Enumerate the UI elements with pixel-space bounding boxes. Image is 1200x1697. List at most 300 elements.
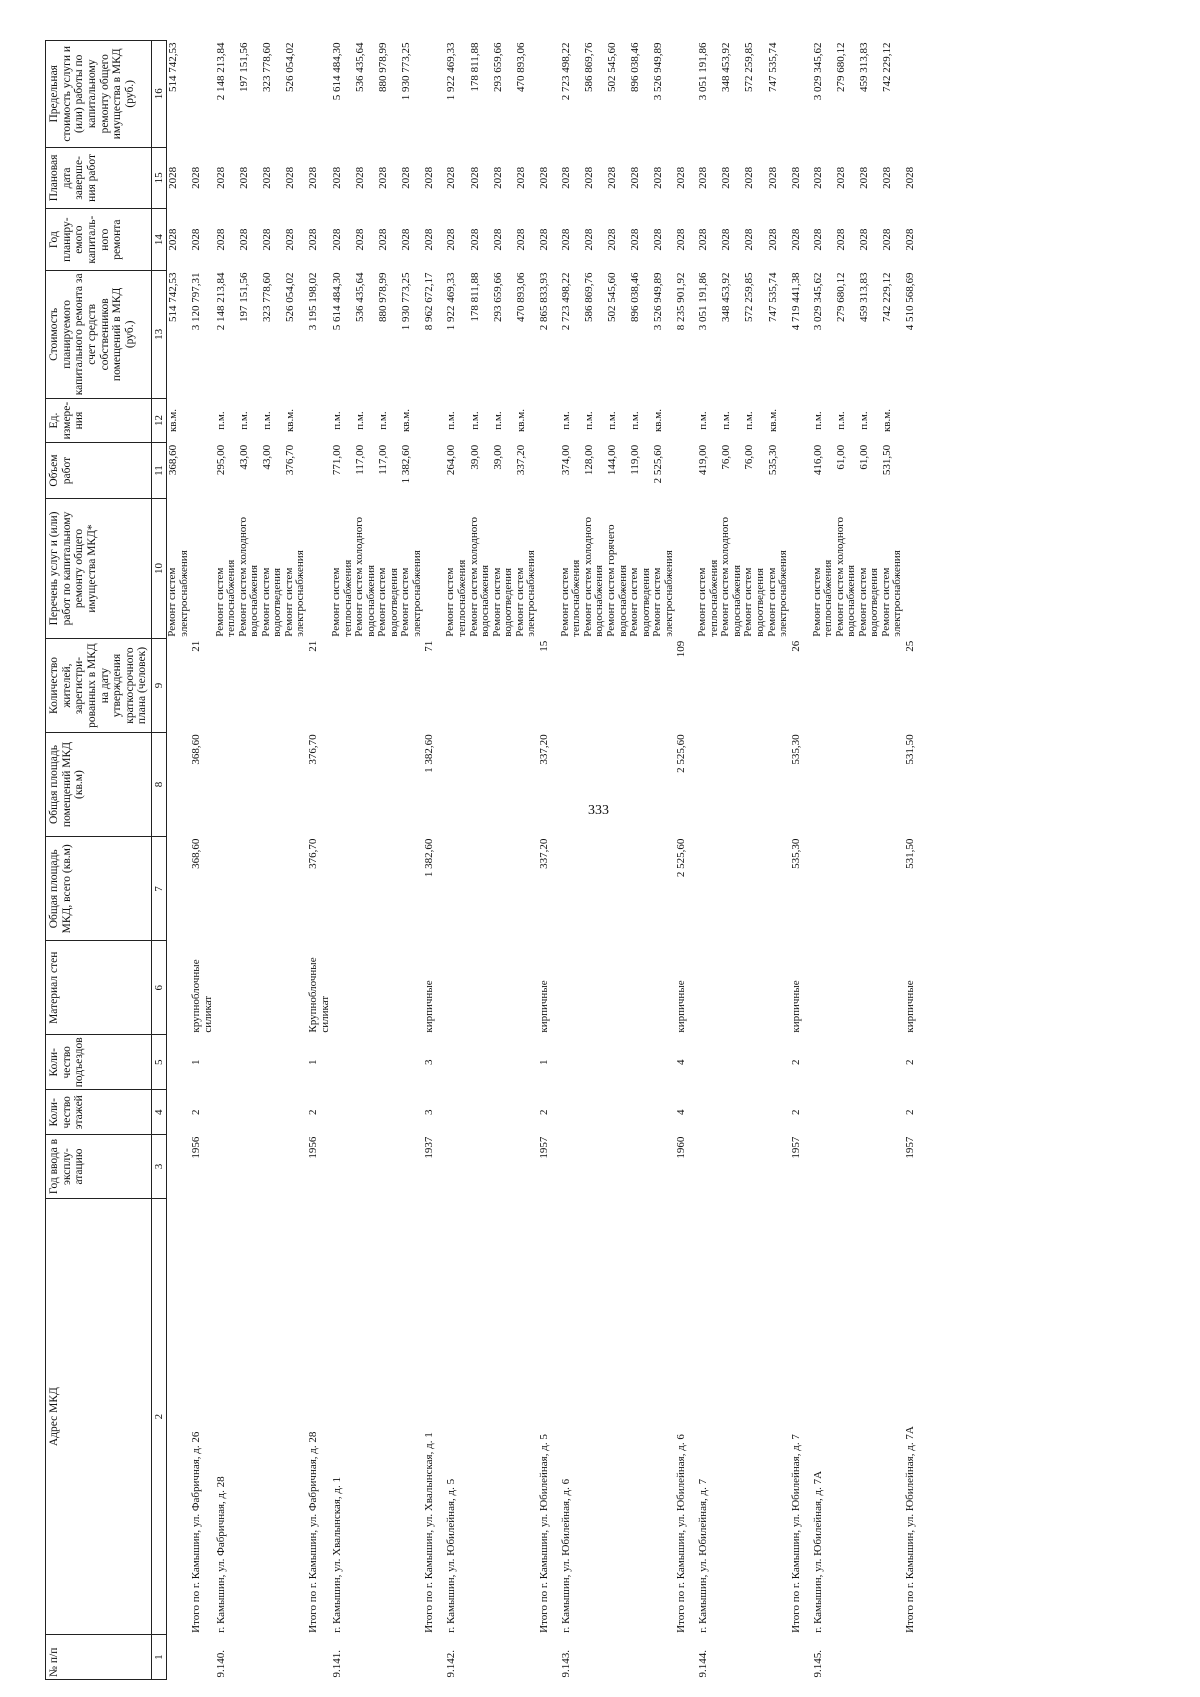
work-row xyxy=(377,41,400,1680)
work-name: Ремонт систем теплоснабжения xyxy=(444,559,468,637)
empty-cell xyxy=(881,732,904,836)
total-area: 376,70 xyxy=(306,838,319,869)
residents-count: 71 xyxy=(423,640,436,652)
total-row xyxy=(538,41,560,1680)
work-cost: 747 535,74 xyxy=(766,272,779,322)
work-volume: 76,00 xyxy=(720,444,733,470)
total-cost: 4 510 568,69 xyxy=(904,272,917,331)
total-cost: 8 962 672,17 xyxy=(423,272,436,331)
column-number: 6 xyxy=(152,941,167,1035)
empty-cell xyxy=(720,1198,743,1634)
work-row xyxy=(881,41,904,1680)
empty-cell xyxy=(284,837,307,941)
empty-cell xyxy=(812,837,835,941)
empty-cell xyxy=(190,41,214,148)
empty-cell xyxy=(697,941,720,1035)
work-year: 2028 xyxy=(582,228,595,251)
work-end-date: 2028 xyxy=(743,166,756,189)
work-volume: 117,00 xyxy=(377,444,390,475)
work-limit-cost: 2 148 213,84 xyxy=(214,42,227,101)
work-end-date: 2028 xyxy=(766,166,779,189)
header-cell: Ед. измере-ния xyxy=(46,398,152,443)
work-unit: п.м. xyxy=(331,411,344,430)
empty-cell xyxy=(354,1198,377,1634)
empty-cell xyxy=(261,1090,284,1135)
empty-cell xyxy=(423,398,445,443)
empty-cell xyxy=(583,1135,606,1199)
empty-cell xyxy=(720,1090,743,1135)
floors-count: 2 xyxy=(306,1109,319,1116)
building-address: г. Камышин, ул. Юбилейная, д. 7А xyxy=(811,1470,824,1633)
empty-cell xyxy=(400,1198,423,1634)
empty-cell xyxy=(606,732,629,836)
empty-cell xyxy=(743,1135,766,1199)
empty-cell xyxy=(331,639,354,733)
work-end-date: 2028 xyxy=(445,166,458,189)
empty-cell xyxy=(284,1035,307,1090)
repair-year: 2028 xyxy=(306,228,319,251)
work-end-date: 2028 xyxy=(354,166,367,189)
work-year: 2028 xyxy=(880,228,893,251)
work-unit: п.м. xyxy=(697,411,710,430)
empty-cell xyxy=(881,941,904,1035)
empty-cell xyxy=(767,941,790,1035)
empty-cell xyxy=(904,498,926,638)
empty-cell xyxy=(423,1635,445,1680)
residents-count: 26 xyxy=(789,640,802,652)
empty-cell xyxy=(606,639,629,733)
work-year: 2028 xyxy=(214,228,227,251)
empty-cell xyxy=(261,732,284,836)
column-number: 11 xyxy=(152,443,167,498)
empty-cell xyxy=(215,1090,238,1135)
empty-cell xyxy=(331,1135,354,1199)
entrances-count: 2 xyxy=(789,1059,802,1066)
empty-cell xyxy=(400,1090,423,1135)
total-cost: 3 120 797,31 xyxy=(190,272,203,331)
empty-cell xyxy=(835,1198,858,1634)
work-row xyxy=(238,41,261,1680)
completion-date: 2028 xyxy=(789,166,802,189)
empty-cell xyxy=(492,1198,515,1634)
empty-cell xyxy=(492,941,515,1035)
header-row xyxy=(46,41,152,1680)
work-limit-cost: 880 978,99 xyxy=(377,42,390,92)
header-cell: Год планиру-емого капиталь-ного ремонта xyxy=(46,209,152,271)
total-cost: 2 865 833,93 xyxy=(537,272,550,331)
column-number: 14 xyxy=(152,209,167,271)
empty-cell xyxy=(238,1635,261,1680)
repair-year: 2028 xyxy=(423,228,436,251)
empty-cell xyxy=(835,732,858,836)
work-end-date: 2028 xyxy=(377,166,390,189)
work-volume: 2 525,60 xyxy=(652,444,665,484)
completion-date: 2028 xyxy=(537,166,550,189)
empty-cell xyxy=(606,1198,629,1634)
work-limit-cost: 3 051 191,86 xyxy=(697,42,710,101)
work-unit: кв.м. xyxy=(652,409,665,433)
work-volume: 119,00 xyxy=(629,444,642,475)
work-cost: 5 614 484,30 xyxy=(331,272,344,331)
empty-cell xyxy=(583,837,606,941)
work-unit: п.м. xyxy=(354,411,367,430)
work-row xyxy=(697,41,720,1680)
empty-cell xyxy=(767,1635,790,1680)
empty-cell xyxy=(400,837,423,941)
repair-year: 2028 xyxy=(537,228,550,251)
empty-cell xyxy=(238,837,261,941)
empty-cell xyxy=(881,837,904,941)
work-name: Ремонт систем электроснабжения xyxy=(282,550,307,637)
work-volume: 295,00 xyxy=(214,444,227,476)
empty-cell xyxy=(652,1090,675,1135)
work-end-date: 2028 xyxy=(880,166,893,189)
work-volume: 535,30 xyxy=(766,444,779,476)
empty-cell xyxy=(492,1635,515,1680)
repair-year: 2028 xyxy=(789,228,802,251)
empty-cell xyxy=(629,1198,652,1634)
row-number: 9.141. xyxy=(331,1650,344,1678)
work-row xyxy=(354,41,377,1680)
empty-cell xyxy=(629,639,652,733)
empty-cell xyxy=(767,1135,790,1199)
work-year: 2028 xyxy=(445,228,458,251)
work-row xyxy=(812,41,835,1680)
work-row xyxy=(492,41,515,1680)
work-year: 2028 xyxy=(468,228,481,251)
header-cell: Общая площадь помещений МКД (кв.м) xyxy=(46,732,152,836)
total-address: Итого по г. Камышин, ул. Юбилейная, д. 5 xyxy=(537,1434,550,1633)
empty-cell xyxy=(697,639,720,733)
empty-cell xyxy=(400,1135,423,1199)
work-volume: 61,00 xyxy=(834,444,847,470)
work-year: 2028 xyxy=(697,228,710,251)
work-unit: п.м. xyxy=(606,411,618,430)
empty-cell xyxy=(215,639,238,733)
empty-cell xyxy=(720,1135,743,1199)
header-cell: Плановая дата заверше-ния работ xyxy=(46,147,152,209)
empty-cell xyxy=(284,1198,307,1634)
work-unit: п.м. xyxy=(582,411,595,430)
empty-cell xyxy=(261,1035,284,1090)
empty-cell xyxy=(238,1135,261,1199)
empty-cell xyxy=(790,41,812,148)
entrances-count: 1 xyxy=(190,1059,203,1066)
empty-cell xyxy=(354,639,377,733)
empty-cell xyxy=(904,398,926,443)
empty-cell xyxy=(583,1035,606,1090)
work-end-date: 2028 xyxy=(652,166,665,189)
empty-cell xyxy=(400,1635,423,1680)
work-volume: 61,00 xyxy=(857,444,870,470)
empty-cell xyxy=(469,732,492,836)
empty-cell xyxy=(675,443,697,498)
empty-cell xyxy=(767,1198,790,1634)
building-address: г. Камышин, ул. Юбилейная, д. 6 xyxy=(559,1478,572,1633)
empty-cell xyxy=(284,732,307,836)
work-row xyxy=(215,41,238,1680)
work-row xyxy=(515,41,538,1680)
empty-cell xyxy=(469,1035,492,1090)
work-cost: 572 259,85 xyxy=(743,272,756,322)
empty-cell xyxy=(261,1198,284,1634)
entrances-count: 4 xyxy=(675,1059,688,1066)
work-volume: 368,60 xyxy=(167,444,180,476)
empty-cell xyxy=(445,941,468,1035)
column-number: 1 xyxy=(152,1635,167,1680)
empty-cell xyxy=(190,498,214,638)
work-cost: 536 435,64 xyxy=(354,272,367,322)
work-row xyxy=(606,41,629,1680)
empty-cell xyxy=(377,1090,400,1135)
empty-cell xyxy=(538,41,560,148)
commission-year: 1956 xyxy=(190,1136,203,1159)
work-cost: 1 922 469,33 xyxy=(445,272,458,331)
empty-cell xyxy=(445,837,468,941)
work-row xyxy=(445,41,468,1680)
work-year: 2028 xyxy=(167,228,180,251)
empty-cell xyxy=(238,1035,261,1090)
work-name: Ремонт систем водоотведения xyxy=(628,567,652,637)
premises-area: 368,60 xyxy=(190,734,203,765)
empty-cell xyxy=(790,498,812,638)
empty-cell xyxy=(629,1135,652,1199)
column-number: 16 xyxy=(152,41,167,148)
work-cost: 3 526 949,89 xyxy=(652,272,665,331)
empty-cell xyxy=(423,41,445,148)
empty-cell xyxy=(469,639,492,733)
empty-cell xyxy=(307,1635,331,1680)
work-cost: 178 811,88 xyxy=(468,272,481,322)
work-unit: кв.м. xyxy=(283,409,296,433)
empty-cell xyxy=(423,498,445,638)
work-cost: 323 778,60 xyxy=(260,272,273,322)
empty-cell xyxy=(469,837,492,941)
header-cell: № п/п xyxy=(46,1635,152,1680)
empty-cell xyxy=(720,639,743,733)
work-name: Ремонт систем холодного водоснабжения xyxy=(236,517,261,637)
work-unit: п.м. xyxy=(237,411,250,430)
wall-material: крупноблочные силикат xyxy=(190,959,215,1033)
work-cost: 459 313,83 xyxy=(857,272,870,322)
empty-cell xyxy=(354,941,377,1035)
premises-area: 531,50 xyxy=(904,734,917,765)
work-year: 2028 xyxy=(237,228,250,251)
header-cell: Адрес МКД xyxy=(46,1198,152,1634)
empty-cell xyxy=(331,1090,354,1135)
work-volume: 376,70 xyxy=(283,444,296,476)
empty-cell xyxy=(812,732,835,836)
work-unit: п.м. xyxy=(559,411,572,430)
column-number: 3 xyxy=(152,1135,167,1199)
work-cost: 880 978,99 xyxy=(377,272,390,322)
work-end-date: 2028 xyxy=(491,166,504,189)
work-limit-cost: 1 930 773,25 xyxy=(400,42,413,101)
empty-cell xyxy=(652,732,675,836)
work-end-date: 2028 xyxy=(400,166,413,189)
work-unit: кв.м. xyxy=(167,409,180,433)
empty-cell xyxy=(652,1135,675,1199)
empty-cell xyxy=(284,941,307,1035)
work-limit-cost: 896 038,46 xyxy=(629,42,642,92)
empty-cell xyxy=(606,837,629,941)
work-cost: 896 038,46 xyxy=(629,272,642,322)
empty-cell xyxy=(858,1135,881,1199)
empty-cell xyxy=(606,1090,629,1135)
empty-cell xyxy=(583,639,606,733)
column-number: 15 xyxy=(152,147,167,209)
header-cell: Предельная стоимость услуги и (или) работы по капитальному ремонту общего имущества в МКД (руб.) xyxy=(46,41,152,148)
empty-cell xyxy=(492,837,515,941)
page-number: 333 xyxy=(588,803,609,818)
empty-cell xyxy=(377,1198,400,1634)
work-year: 2028 xyxy=(354,228,367,251)
repair-year: 2028 xyxy=(190,228,203,251)
column-number: 4 xyxy=(152,1090,167,1135)
empty-cell xyxy=(583,1635,606,1680)
empty-cell xyxy=(606,1635,629,1680)
work-year: 2028 xyxy=(331,228,344,251)
empty-cell xyxy=(743,732,766,836)
work-cost: 502 545,60 xyxy=(606,272,618,322)
work-cost: 3 029 345,62 xyxy=(811,272,824,331)
empty-cell xyxy=(445,639,468,733)
empty-cell xyxy=(835,941,858,1035)
empty-cell xyxy=(767,639,790,733)
empty-cell xyxy=(858,1035,881,1090)
work-name: Ремонт систем электроснабжения xyxy=(651,550,675,637)
work-limit-cost: 572 259,85 xyxy=(743,42,756,92)
empty-cell xyxy=(697,1035,720,1090)
total-address: Итого по г. Камышин, ул. Юбилейная, д. 6 xyxy=(675,1434,688,1633)
empty-cell xyxy=(354,1635,377,1680)
row-number: 9.145. xyxy=(811,1650,824,1678)
empty-cell xyxy=(515,837,538,941)
empty-cell xyxy=(400,1035,423,1090)
total-address: Итого по г. Камышин, ул. Фабричная, д. 28 xyxy=(306,1431,319,1633)
work-row xyxy=(743,41,766,1680)
work-row xyxy=(167,41,191,1680)
work-name: Ремонт систем холодного водоснабжения xyxy=(467,517,492,637)
work-row xyxy=(858,41,881,1680)
commission-year: 1957 xyxy=(789,1136,802,1159)
total-row xyxy=(307,41,331,1680)
work-limit-cost: 470 893,06 xyxy=(514,42,527,92)
work-volume: 531,50 xyxy=(880,444,893,476)
empty-cell xyxy=(354,1035,377,1090)
work-row xyxy=(629,41,652,1680)
total-area: 368,60 xyxy=(190,838,203,869)
header-cell: Год ввода в эксплу-атацию xyxy=(46,1135,152,1199)
work-end-date: 2028 xyxy=(167,166,180,189)
work-year: 2028 xyxy=(491,228,504,251)
floors-count: 2 xyxy=(190,1109,203,1116)
empty-cell xyxy=(652,837,675,941)
empty-cell xyxy=(215,732,238,836)
work-unit: п.м. xyxy=(214,411,227,430)
work-volume: 43,00 xyxy=(237,444,250,470)
empty-cell xyxy=(835,837,858,941)
total-cost: 4 719 441,38 xyxy=(789,272,802,331)
work-limit-cost: 3 526 949,89 xyxy=(652,42,665,101)
empty-cell xyxy=(606,941,629,1035)
completion-date: 2028 xyxy=(675,166,688,189)
work-name: Ремонт систем водоотведения xyxy=(856,567,881,637)
header-cell: Общая площадь МКД, всего (кв.м) xyxy=(46,837,152,941)
empty-cell xyxy=(812,1035,835,1090)
work-limit-cost: 742 229,12 xyxy=(880,42,893,92)
empty-cell xyxy=(904,41,926,148)
empty-cell xyxy=(538,443,560,498)
empty-cell xyxy=(492,639,515,733)
premises-area: 337,20 xyxy=(537,734,550,765)
empty-cell xyxy=(515,732,538,836)
empty-cell xyxy=(583,941,606,1035)
empty-cell xyxy=(560,1090,583,1135)
completion-date: 2028 xyxy=(423,166,436,189)
building-address: г. Камышин, ул. Юбилейная, д. 5 xyxy=(445,1478,458,1633)
empty-cell xyxy=(652,1198,675,1634)
row-number: 9.143. xyxy=(559,1650,572,1678)
empty-cell xyxy=(720,941,743,1035)
wall-material: кирпичные xyxy=(904,980,917,1033)
empty-cell xyxy=(515,1135,538,1199)
floors-count: 2 xyxy=(537,1109,550,1116)
empty-cell xyxy=(720,1635,743,1680)
work-limit-cost: 5 614 484,30 xyxy=(331,42,344,101)
column-number: 2 xyxy=(152,1198,167,1634)
commission-year: 1956 xyxy=(306,1136,319,1159)
work-year: 2028 xyxy=(857,228,870,251)
work-name: Ремонт систем электроснабжения xyxy=(166,550,190,637)
premises-area: 535,30 xyxy=(789,734,802,765)
empty-cell xyxy=(492,1035,515,1090)
empty-cell xyxy=(835,1635,858,1680)
empty-cell xyxy=(331,1035,354,1090)
empty-cell xyxy=(515,1090,538,1135)
empty-cell xyxy=(767,732,790,836)
empty-cell xyxy=(515,1198,538,1634)
residents-count: 109 xyxy=(675,640,688,658)
empty-cell xyxy=(377,732,400,836)
empty-cell xyxy=(261,1135,284,1199)
empty-cell xyxy=(697,1135,720,1199)
empty-cell xyxy=(560,732,583,836)
empty-cell xyxy=(423,443,445,498)
column-number: 9 xyxy=(152,639,167,733)
empty-cell xyxy=(812,1135,835,1199)
empty-cell xyxy=(492,1135,515,1199)
entrances-count: 2 xyxy=(904,1059,917,1066)
work-row xyxy=(284,41,307,1680)
work-name: Ремонт систем горячего водоснабжения xyxy=(605,524,629,637)
total-row xyxy=(675,41,697,1680)
work-unit: п.м. xyxy=(445,411,458,430)
work-end-date: 2028 xyxy=(834,166,847,189)
empty-cell xyxy=(812,1090,835,1135)
work-limit-cost: 178 811,88 xyxy=(468,42,481,92)
empty-cell xyxy=(881,1198,904,1634)
work-cost: 470 893,06 xyxy=(514,272,527,322)
header-cell: Перечень услуг и (или) работ по капитальному ремонту общего имущества МКД* xyxy=(46,498,152,638)
entrances-count: 1 xyxy=(537,1059,550,1066)
empty-cell xyxy=(904,1635,926,1680)
empty-cell xyxy=(515,941,538,1035)
work-end-date: 2028 xyxy=(514,166,527,189)
work-limit-cost: 348 453,92 xyxy=(720,42,733,92)
work-volume: 264,00 xyxy=(445,444,458,476)
total-address: Итого по г. Камышин, ул. Юбилейная, д. 7 xyxy=(789,1434,802,1633)
